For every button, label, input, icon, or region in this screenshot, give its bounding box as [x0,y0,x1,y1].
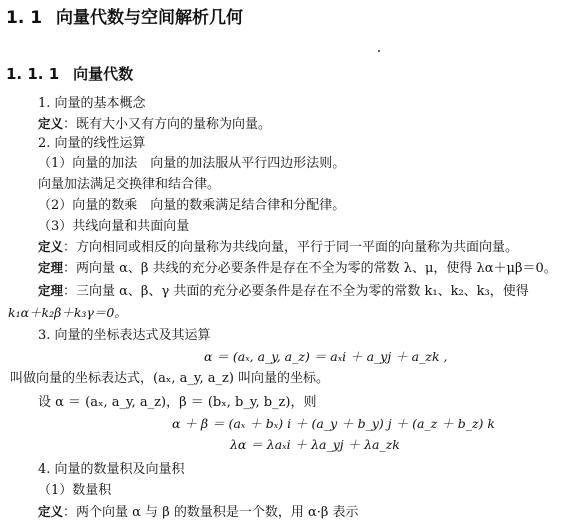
scalar-equation: λα ＝ λaₓi ＋ λa_yj ＋ λa_zk [230,437,400,452]
definition-label: 定义 [38,239,64,254]
item-heading-basic-concept: 1. 向量的基本概念 [38,96,146,111]
subsection-number: 1. 1. 1 [6,65,60,83]
theorem-text: ：两向量 α、β 共线的充分必要条件是存在不全为零的常数 λ、μ，使得 λα＋μβ＝0。 [63,261,557,276]
addition-laws: 向量加法满足交换律和结合律。 [38,177,221,192]
item-heading-linear-ops: 2. 向量的线性运算 [38,136,146,151]
coordinate-equation: α ＝ (aₓ, a_y, a_z) ＝ aₓi ＋ a_yj ＋ a_zk , [204,349,448,364]
item-heading-products: 4. 向量的数量积及向量积 [38,462,185,477]
coordinate-description: 叫做向量的坐标表达式，(aₓ, a_y, a_z) 叫向量的坐标。 [10,371,330,386]
addition-rule: （1）向量的加法 向量的加法服从平行四边形法则。 [38,156,346,171]
subsection-heading [6,65,133,83]
theorem-coplanar [38,283,529,300]
definition-collinear [38,239,518,256]
scan-speck [378,50,380,52]
theorem-label: 定理 [38,260,64,275]
theorem-collinear [38,260,557,277]
subitem-dot-product: （1）数量积 [38,483,112,498]
definition-text: ：方向相同或相反的向量称为共线向量，平行于同一平面的向量称为共面向量。 [63,240,519,255]
sum-equation: α ＋ β ＝ (aₓ ＋ bₓ) i ＋ (a_y ＋ b_y) j ＋ (a_z ＋ b_z) k [172,416,495,431]
scalar-mult-rule: （2）向量的数乘 向量的数乘满足结合律和分配律。 [38,198,346,213]
definition-text: ：两个向量 α 与 β 的数量积是一个数，用 α·β 表示 [63,505,359,520]
theorem-text: ：三向量 α、β、γ 共面的充分必要条件是存在不全为零的常数 k₁、k₂、k₃，使得 [63,284,529,299]
section-number: 1. 1 [6,8,43,28]
definition-label: 定义 [38,116,64,131]
definition-vector [38,116,271,133]
subsection-title: 向量代数 [73,65,134,83]
item-heading-collinear: （3）共线向量和共面向量 [38,219,190,234]
item-heading-coordinates: 3. 向量的坐标表达式及其运算 [38,328,211,343]
section-heading [6,8,243,28]
definition-label: 定义 [38,504,64,519]
theorem-label: 定理 [38,283,64,298]
let-vectors-line: 设 α ＝ (aₓ, a_y, a_z)，β ＝ (bₓ, b_y, b_z)，则 [38,395,317,410]
coplanar-equation: k₁α＋k₂β＋k₃γ＝0。 [8,305,127,320]
definition-dot-product [38,504,359,521]
section-title: 向量代数与空间解析几何 [56,8,244,28]
definition-text: ：既有大小又有方向的量称为向量。 [63,117,272,132]
